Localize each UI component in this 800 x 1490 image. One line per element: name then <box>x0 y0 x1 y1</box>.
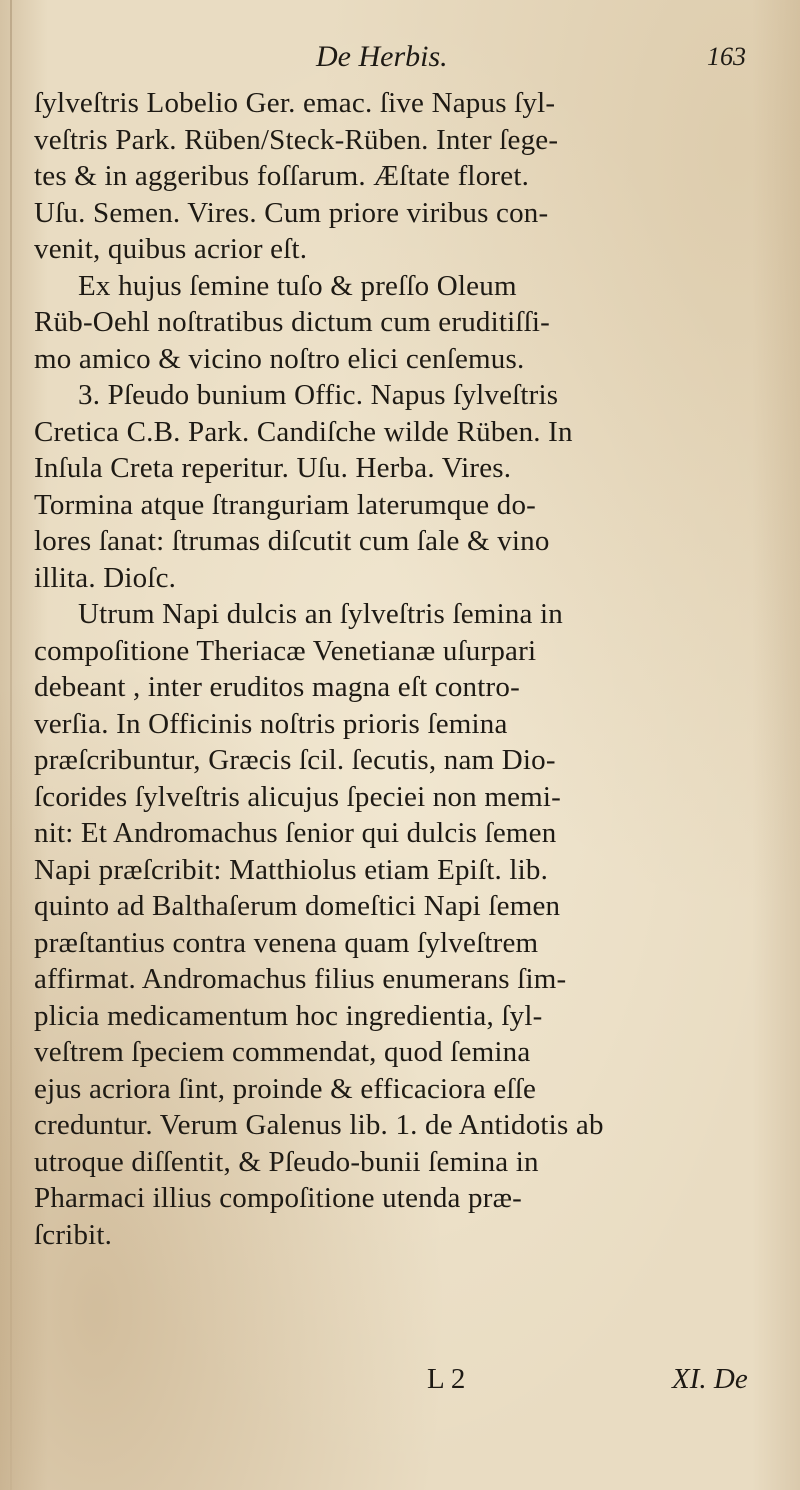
text-line: Ex hujus ſemine tuſo & preſſo Oleum <box>78 269 517 302</box>
text-line: illita. Dioſc. <box>34 561 177 594</box>
text-line: veſtris Park. Rüben/Steck-Rüben. Inter ſege- <box>34 123 559 156</box>
text-line: nit: Et Andromachus ſenior qui dulcis ſemen <box>34 817 557 849</box>
text-line: affirmat. Andromachus filius enumerans ſim- <box>34 963 567 995</box>
text-line: plicia medicamentum hoc ingredientia, ſyl- <box>34 999 543 1032</box>
text-line: Pharmaci illius compoſitione utenda præ- <box>34 1182 523 1214</box>
text-line: creduntur. Verum Galenus lib. 1. de Antidotis ab <box>34 1109 604 1141</box>
text-line: utroque diſſentit, & Pſeudo-bunii ſemina in <box>34 1145 539 1178</box>
text-line: verſia. In Officinis noſtris prioris ſemina <box>34 707 508 740</box>
text-line: Inſula Creta reperitur. Uſu. Herba. Vires. <box>34 452 512 484</box>
text-line: Rüb-Oehl noſtratibus dictum cum eruditiſſi- <box>34 306 551 338</box>
text-line: Uſu. Semen. Vires. Cum priore viribus con- <box>34 196 549 229</box>
catchword: XI. De <box>672 1363 748 1395</box>
page-footer <box>0 1363 800 1403</box>
text-line: debeant , inter eruditos magna eſt contro- <box>34 671 520 703</box>
text-line: compoſitione Theriacæ Venetianæ uſurpari <box>34 634 537 667</box>
text-line: veſtrem ſpeciem commendat, quod ſemina <box>34 1036 531 1068</box>
text-line: Tormina atque ſtranguriam laterumque do- <box>34 488 537 521</box>
running-head <box>290 40 770 80</box>
text-line: tes & in aggeribus foſſarum. Æſtate floret. <box>34 160 530 192</box>
text-line: mo amico & vicino noſtro elici cenſemus. <box>34 342 525 375</box>
running-head-title: De Herbis. <box>316 40 448 73</box>
body-text <box>34 85 774 1253</box>
text-line: venit, quibus acrior eſt. <box>34 233 308 265</box>
text-line: Utrum Napi dulcis an ſylveſtris ſemina in <box>78 598 564 630</box>
text-line: ejus acriora ſint, proinde & efficaciora eſſe <box>34 1072 537 1105</box>
text-line: Napi præſcribit: Matthiolus etiam Epiſt. lib. <box>34 853 549 886</box>
page-number: 163 <box>707 42 746 71</box>
signature-mark: L 2 <box>427 1363 466 1395</box>
text-line: præſtantius contra venena quam ſylveſtrem <box>34 926 539 959</box>
text-line: Cretica C.B. Park. Candiſche wilde Rüben. In <box>34 415 573 448</box>
text-line: 3. Pſeudo bunium Offic. Napus ſylveſtris <box>78 379 559 411</box>
text-line: lores ſanat: ſtrumas diſcutit cum ſale & vino <box>34 525 550 557</box>
text-line: ſcribit. <box>34 1218 113 1251</box>
page-gutter-shadow <box>10 0 12 1490</box>
text-line: præſcribuntur, Græcis ſcil. ſecutis, nam Dio- <box>34 744 556 776</box>
text-line: ſcorides ſylveſtris alicujus ſpeciei non memi- <box>34 780 562 813</box>
text-line: quinto ad Balthaſerum domeſtici Napi ſemen <box>34 890 561 922</box>
text-line: ſylveſtris Lobelio Ger. emac. ſive Napus ſyl- <box>34 87 556 119</box>
